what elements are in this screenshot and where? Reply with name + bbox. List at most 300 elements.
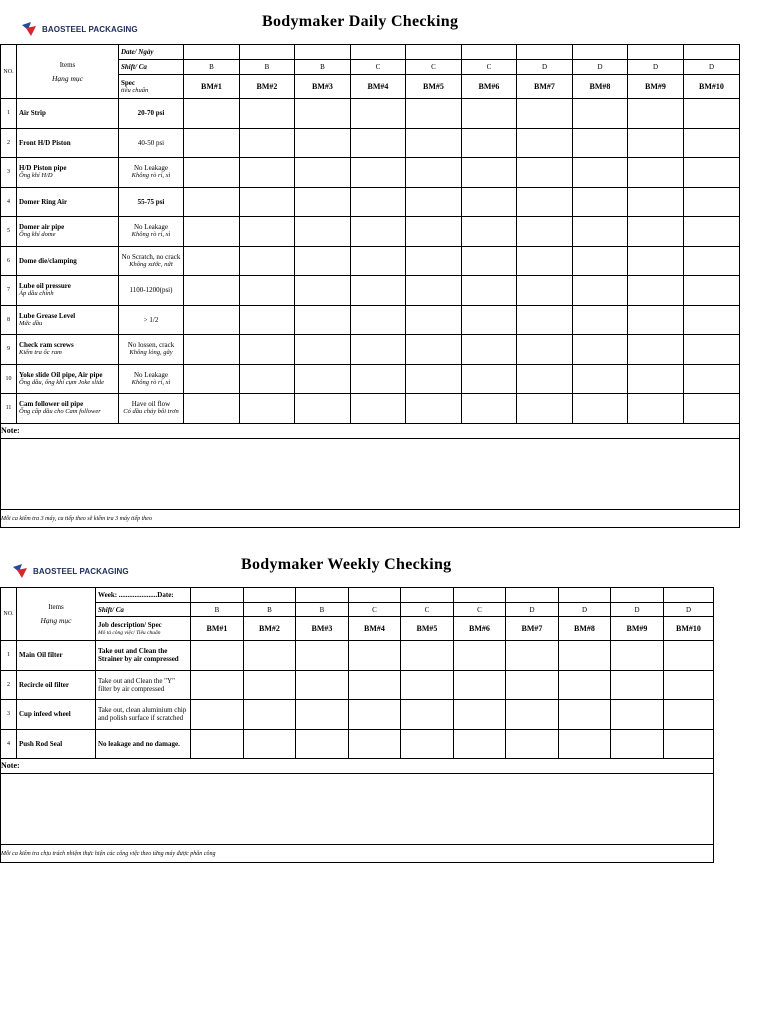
check-cell[interactable] — [406, 187, 462, 217]
check-cell[interactable] — [684, 99, 740, 129]
check-cell[interactable] — [517, 99, 573, 129]
check-cell[interactable] — [573, 158, 628, 188]
item-name-vi: Kiểm tra ốc ram — [19, 349, 62, 357]
item-name: Dome die/clamping — [19, 256, 77, 265]
item-name-vi: Ống cấp dầu cho Cam follower — [19, 408, 101, 416]
machine-header: BM#1 — [191, 617, 244, 641]
check-cell[interactable] — [295, 305, 351, 335]
item-name-cell — [17, 305, 119, 335]
check-cell[interactable] — [454, 670, 506, 700]
spec-value-vi: Không rò rỉ, xì — [131, 378, 171, 386]
job-cell: Take out, clean aluminium chip and polish surface if scratched — [96, 700, 191, 730]
item-name-cell — [17, 128, 119, 158]
check-cell[interactable] — [349, 670, 401, 700]
check-cell[interactable] — [684, 128, 740, 158]
machine-header: BM#7 — [517, 75, 573, 99]
item-name: Lube oil pressure — [19, 282, 71, 291]
check-cell[interactable] — [462, 335, 517, 365]
check-cell[interactable] — [611, 700, 664, 730]
check-cell[interactable] — [462, 246, 517, 276]
check-cell[interactable] — [454, 641, 506, 671]
date-cell[interactable] — [611, 588, 664, 603]
check-cell[interactable] — [401, 641, 454, 671]
check-cell[interactable] — [628, 335, 684, 365]
check-cell[interactable] — [184, 246, 240, 276]
check-cell[interactable] — [406, 128, 462, 158]
check-cell[interactable] — [462, 187, 517, 217]
check-cell[interactable] — [573, 394, 628, 424]
check-cell[interactable] — [664, 641, 714, 671]
item-name-cell — [17, 187, 119, 217]
shift-cell: B — [244, 603, 296, 617]
check-cell[interactable] — [406, 364, 462, 394]
machine-header: BM#2 — [244, 617, 296, 641]
check-cell[interactable] — [351, 305, 406, 335]
shift-cell: D — [517, 60, 573, 75]
item-name: Recircle oil filter — [19, 680, 70, 689]
date-cell[interactable] — [664, 588, 714, 603]
note-label: Note: — [1, 425, 20, 435]
check-cell[interactable] — [454, 700, 506, 730]
check-cell[interactable] — [517, 394, 573, 424]
date-label: Date/ Ngày — [119, 45, 184, 60]
check-cell[interactable] — [349, 700, 401, 730]
check-cell[interactable] — [184, 158, 240, 188]
check-cell[interactable] — [628, 158, 684, 188]
machine-header: BM#5 — [401, 617, 454, 641]
check-cell[interactable] — [244, 729, 296, 759]
check-cell[interactable] — [295, 276, 351, 306]
date-cell[interactable] — [573, 45, 628, 60]
check-cell[interactable] — [506, 641, 559, 671]
item-name-vi: Áp dầu chính — [19, 290, 54, 298]
date-cell[interactable] — [506, 588, 559, 603]
check-cell[interactable] — [296, 700, 349, 730]
check-cell[interactable] — [573, 276, 628, 306]
row-number: 8 — [1, 305, 17, 335]
shift-cell: C — [462, 60, 517, 75]
shift-label: Shift/ Ca — [119, 60, 184, 75]
date-cell[interactable] — [628, 45, 684, 60]
check-cell[interactable] — [517, 217, 573, 247]
note-label: Note: — [1, 761, 20, 770]
item-name: H/D Piston pipe — [19, 164, 67, 173]
check-cell[interactable] — [240, 99, 295, 129]
table-row — [1, 276, 740, 306]
machine-header: BM#4 — [349, 617, 401, 641]
check-cell[interactable] — [191, 700, 244, 730]
check-cell[interactable] — [684, 364, 740, 394]
check-cell[interactable] — [406, 99, 462, 129]
check-cell[interactable] — [349, 729, 401, 759]
check-cell[interactable] — [406, 335, 462, 365]
check-cell[interactable] — [184, 217, 240, 247]
shift-cell: B — [184, 60, 240, 75]
check-cell[interactable] — [351, 99, 406, 129]
check-cell[interactable] — [684, 246, 740, 276]
table-row — [1, 128, 740, 158]
check-cell[interactable] — [462, 217, 517, 247]
daily-footnote: Mỗi ca kiểm tra 3 máy, ca tiếp theo sẽ kiểm tra 3 máy tiếp theo — [1, 515, 152, 522]
check-cell[interactable] — [349, 641, 401, 671]
check-cell[interactable] — [244, 641, 296, 671]
date-cell[interactable] — [401, 588, 454, 603]
check-cell[interactable] — [628, 217, 684, 247]
check-cell[interactable] — [184, 335, 240, 365]
check-cell[interactable] — [611, 670, 664, 700]
check-cell[interactable] — [244, 700, 296, 730]
check-cell[interactable] — [296, 729, 349, 759]
check-cell[interactable] — [628, 276, 684, 306]
check-cell[interactable] — [295, 335, 351, 365]
spec-label: Spec — [121, 78, 135, 87]
check-cell[interactable] — [573, 217, 628, 247]
check-cell[interactable] — [664, 670, 714, 700]
table-row — [1, 158, 740, 188]
check-cell[interactable] — [351, 246, 406, 276]
row-number: 1 — [1, 641, 17, 671]
check-cell[interactable] — [240, 246, 295, 276]
check-cell[interactable] — [406, 276, 462, 306]
item-name-cell — [17, 217, 119, 247]
check-cell[interactable] — [191, 641, 244, 671]
check-cell[interactable] — [406, 246, 462, 276]
check-cell[interactable] — [573, 335, 628, 365]
date-cell[interactable] — [351, 45, 406, 60]
check-cell[interactable] — [240, 364, 295, 394]
table-row — [1, 700, 714, 730]
check-cell[interactable] — [559, 641, 611, 671]
logo-text: BAOSTEEL PACKAGING — [33, 566, 129, 576]
check-cell[interactable] — [573, 246, 628, 276]
check-cell[interactable] — [184, 128, 240, 158]
check-cell[interactable] — [401, 729, 454, 759]
items-header-en: Items — [48, 603, 64, 611]
check-cell[interactable] — [517, 158, 573, 188]
check-cell[interactable] — [628, 364, 684, 394]
check-cell[interactable] — [296, 641, 349, 671]
check-cell[interactable] — [295, 394, 351, 424]
shift-cell: C — [349, 603, 401, 617]
check-cell[interactable] — [684, 158, 740, 188]
check-cell[interactable] — [559, 670, 611, 700]
check-cell[interactable] — [184, 276, 240, 306]
check-cell[interactable] — [506, 700, 559, 730]
check-cell[interactable] — [406, 305, 462, 335]
spec-cell — [119, 276, 184, 306]
check-cell[interactable] — [191, 729, 244, 759]
check-cell[interactable] — [517, 364, 573, 394]
check-cell[interactable] — [628, 246, 684, 276]
check-cell[interactable] — [517, 246, 573, 276]
items-header — [17, 588, 96, 641]
machine-header: BM#10 — [664, 617, 714, 641]
spec-cell — [119, 187, 184, 217]
item-name-cell — [17, 700, 96, 730]
machine-header: BM#6 — [454, 617, 506, 641]
check-cell[interactable] — [684, 394, 740, 424]
check-cell[interactable] — [517, 305, 573, 335]
check-cell[interactable] — [401, 700, 454, 730]
machine-header: BM#1 — [184, 75, 240, 99]
date-cell[interactable] — [454, 588, 506, 603]
item-name-cell — [17, 394, 119, 424]
shift-cell: B — [240, 60, 295, 75]
check-cell[interactable] — [462, 128, 517, 158]
shift-cell: D — [573, 60, 628, 75]
date-cell[interactable] — [184, 45, 240, 60]
job-label: Job description/ Spec — [98, 620, 162, 629]
daily-note-label-cell — [1, 423, 740, 438]
date-cell[interactable] — [684, 45, 740, 60]
check-cell[interactable] — [295, 217, 351, 247]
row-number: 5 — [1, 217, 17, 247]
check-cell[interactable] — [664, 729, 714, 759]
check-cell[interactable] — [240, 276, 295, 306]
spec-value-vi: Có dầu chảy bôi trơn — [123, 408, 179, 416]
item-name-vi: Ống khí dome — [19, 231, 56, 239]
spec-header — [119, 75, 184, 99]
check-cell[interactable] — [628, 128, 684, 158]
check-cell[interactable] — [295, 158, 351, 188]
weekly-footnote: Mỗi ca kiểm tra chịu trách nhiệm thực hiện các công việc theo từng máy được phân công — [1, 851, 216, 857]
machine-header: BM#9 — [611, 617, 664, 641]
spec-value: 40-50 psi — [137, 138, 165, 147]
check-cell[interactable] — [559, 729, 611, 759]
check-cell[interactable] — [517, 335, 573, 365]
check-cell[interactable] — [573, 305, 628, 335]
check-cell[interactable] — [506, 670, 559, 700]
check-cell[interactable] — [184, 364, 240, 394]
check-cell[interactable] — [240, 217, 295, 247]
check-cell[interactable] — [684, 305, 740, 335]
spec-cell — [119, 364, 184, 394]
spec-value: 55-75 psi — [137, 197, 165, 206]
spec-value: No Leakage — [133, 223, 168, 232]
date-cell[interactable] — [295, 45, 351, 60]
check-cell[interactable] — [406, 217, 462, 247]
check-cell[interactable] — [573, 364, 628, 394]
check-cell[interactable] — [684, 187, 740, 217]
row-number: 10 — [1, 364, 17, 394]
check-cell[interactable] — [351, 128, 406, 158]
table-row — [1, 670, 714, 700]
item-name: Check ram screws — [19, 341, 74, 350]
date-cell[interactable] — [244, 588, 296, 603]
check-cell[interactable] — [351, 394, 406, 424]
check-cell[interactable] — [240, 128, 295, 158]
spec-value-vi: Không lỏng, gãy — [129, 349, 173, 357]
check-cell[interactable] — [611, 729, 664, 759]
spec-cell — [119, 335, 184, 365]
spec-value-vi: Không rò rỉ, xì — [131, 172, 171, 180]
items-header-en: Items — [59, 60, 76, 69]
spec-cell — [119, 394, 184, 424]
check-cell[interactable] — [296, 670, 349, 700]
spec-value: Have oil flow — [131, 400, 171, 409]
check-cell[interactable] — [184, 305, 240, 335]
machine-header: BM#10 — [684, 75, 740, 99]
shift-cell: C — [406, 60, 462, 75]
row-number: 4 — [1, 187, 17, 217]
spec-cell — [119, 128, 184, 158]
row-number: 6 — [1, 246, 17, 276]
spec-cell — [119, 99, 184, 129]
date-cell[interactable] — [240, 45, 295, 60]
row-number: 3 — [1, 158, 17, 188]
check-cell[interactable] — [295, 99, 351, 129]
date-cell[interactable] — [559, 588, 611, 603]
table-row — [1, 187, 740, 217]
items-header-vi: Hạng mục — [51, 73, 84, 83]
table-row — [1, 217, 740, 247]
item-name-cell — [17, 276, 119, 306]
row-number: 11 — [1, 394, 17, 424]
check-cell[interactable] — [295, 364, 351, 394]
table-row — [1, 394, 740, 424]
item-name-cell — [17, 641, 96, 671]
machine-header: BM#3 — [295, 75, 351, 99]
check-cell[interactable] — [240, 158, 295, 188]
check-cell[interactable] — [628, 305, 684, 335]
check-cell[interactable] — [351, 187, 406, 217]
machine-header: BM#6 — [462, 75, 517, 99]
spec-cell — [119, 158, 184, 188]
item-name: Main Oil filter — [19, 651, 63, 660]
weekly-note-area[interactable] — [1, 774, 714, 845]
check-cell[interactable] — [351, 158, 406, 188]
item-name: Lube Grease Level — [19, 311, 76, 320]
date-cell[interactable] — [349, 588, 401, 603]
date-cell[interactable] — [406, 45, 462, 60]
item-name: Domer air pipe — [19, 223, 65, 232]
spec-label-vi: tiêu chuẩn — [121, 86, 149, 94]
machine-header: BM#2 — [240, 75, 295, 99]
items-header — [17, 45, 119, 99]
check-cell[interactable] — [462, 364, 517, 394]
date-cell[interactable] — [191, 588, 244, 603]
table-row — [1, 641, 714, 671]
check-cell[interactable] — [664, 700, 714, 730]
item-name-cell — [17, 335, 119, 365]
weekly-footnote-cell — [1, 845, 714, 863]
check-cell[interactable] — [240, 305, 295, 335]
check-cell[interactable] — [351, 217, 406, 247]
check-cell[interactable] — [295, 246, 351, 276]
machine-header: BM#8 — [559, 617, 611, 641]
check-cell[interactable] — [684, 276, 740, 306]
item-name: Yoke slide Oil pipe, Air pipe — [19, 370, 103, 379]
check-cell[interactable] — [401, 670, 454, 700]
shift-cell: D — [559, 603, 611, 617]
check-cell[interactable] — [506, 729, 559, 759]
check-cell[interactable] — [462, 99, 517, 129]
shift-cell: C — [351, 60, 406, 75]
shift-label: Shift/ Ca — [96, 603, 191, 617]
weekly-note-label-cell — [1, 759, 714, 774]
check-cell[interactable] — [184, 99, 240, 129]
check-cell[interactable] — [406, 158, 462, 188]
check-cell[interactable] — [244, 670, 296, 700]
shift-cell: B — [191, 603, 244, 617]
table-row — [1, 335, 740, 365]
check-cell[interactable] — [462, 158, 517, 188]
table-row — [1, 305, 740, 335]
check-cell[interactable] — [611, 641, 664, 671]
job-cell: No leakage and no damage. — [96, 729, 191, 759]
item-name: Front H/D Piston — [19, 138, 71, 147]
check-cell[interactable] — [462, 394, 517, 424]
shift-cell: B — [295, 60, 351, 75]
item-name-cell — [17, 729, 96, 759]
no-header: NO. — [1, 588, 17, 641]
check-cell[interactable] — [517, 128, 573, 158]
shift-cell: C — [454, 603, 506, 617]
shift-cell: B — [296, 603, 349, 617]
check-cell[interactable] — [684, 217, 740, 247]
check-cell[interactable] — [191, 670, 244, 700]
machine-header: BM#7 — [506, 617, 559, 641]
baosteel-logo-icon — [22, 22, 38, 36]
check-cell[interactable] — [240, 394, 295, 424]
check-cell[interactable] — [240, 335, 295, 365]
row-number: 4 — [1, 729, 17, 759]
check-cell[interactable] — [628, 394, 684, 424]
check-cell[interactable] — [454, 729, 506, 759]
baosteel-logo-icon — [13, 564, 29, 578]
check-cell[interactable] — [351, 364, 406, 394]
check-cell[interactable] — [573, 128, 628, 158]
date-cell[interactable] — [462, 45, 517, 60]
date-cell[interactable] — [517, 45, 573, 60]
check-cell[interactable] — [517, 276, 573, 306]
shift-cell: D — [684, 60, 740, 75]
check-cell[interactable] — [351, 276, 406, 306]
item-name: Push Rod Seal — [19, 739, 63, 748]
table-row — [1, 364, 740, 394]
check-cell[interactable] — [184, 394, 240, 424]
check-cell[interactable] — [462, 305, 517, 335]
item-name-cell — [17, 364, 119, 394]
check-cell[interactable] — [684, 335, 740, 365]
spec-value-vi: Không rò rỉ, xì — [131, 231, 171, 239]
spec-value: No lossen, crack — [127, 341, 175, 350]
machine-header: BM#8 — [573, 75, 628, 99]
check-cell[interactable] — [628, 187, 684, 217]
daily-note-area[interactable] — [1, 438, 740, 509]
check-cell[interactable] — [184, 187, 240, 217]
spec-value: > 1/2 — [143, 315, 159, 324]
daily-title: Bodymaker Daily Checking — [262, 13, 459, 30]
check-cell[interactable] — [406, 394, 462, 424]
item-name: Domer Ring Air — [19, 197, 68, 206]
check-cell[interactable] — [573, 99, 628, 129]
check-cell[interactable] — [517, 187, 573, 217]
spec-cell — [119, 305, 184, 335]
machine-header: BM#5 — [406, 75, 462, 99]
check-cell[interactable] — [559, 700, 611, 730]
check-cell[interactable] — [295, 187, 351, 217]
check-cell[interactable] — [462, 276, 517, 306]
item-name-vi: Ống khí H/D — [19, 172, 53, 180]
date-cell[interactable] — [296, 588, 349, 603]
check-cell[interactable] — [295, 128, 351, 158]
check-cell[interactable] — [351, 335, 406, 365]
check-cell[interactable] — [628, 99, 684, 129]
daily-checking-table — [0, 44, 740, 528]
check-cell[interactable] — [240, 187, 295, 217]
check-cell[interactable] — [573, 187, 628, 217]
